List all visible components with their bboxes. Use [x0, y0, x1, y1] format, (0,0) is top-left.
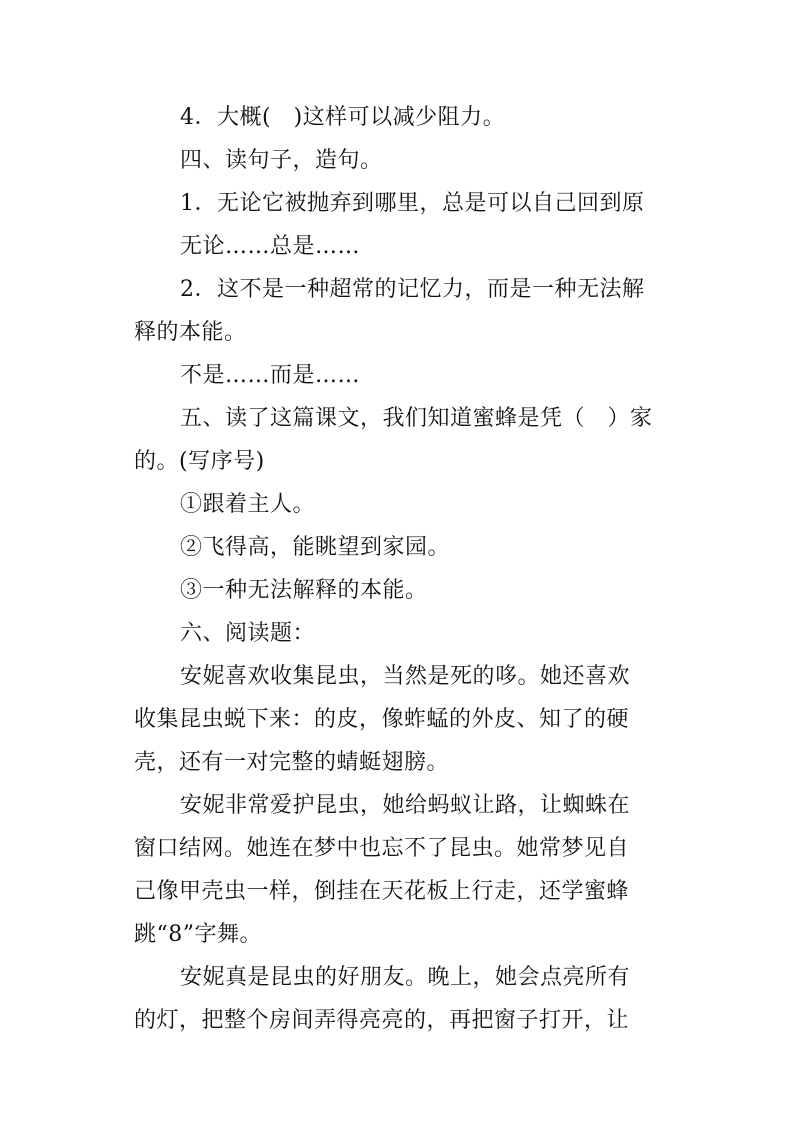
passage-p2-line3: 己像甲壳虫一样，倒挂在天花板上行走，还学蜜蜂 — [134, 879, 630, 904]
sentence-1-line: 1．无论它被抛弃到哪里，总是可以自己回到原 — [180, 191, 645, 216]
sentence-2-line: 2．这不是一种超常的记忆力，而是一种无法解 — [180, 277, 645, 302]
passage-p3-line1: 安妮真是昆虫的好朋友。晚上，她会点亮所有 — [180, 965, 631, 990]
passage-p3-line2: 的灯，把整个房间弄得亮亮的，再把窗子打开，让 — [134, 1008, 630, 1033]
section-5-continuation: 的。(写序号) — [134, 449, 265, 474]
passage-p2-line1: 安妮非常爱护昆虫，她给蚂蚁让路，让蜘蛛在 — [180, 793, 631, 818]
passage-p1-line3: 壳，还有一对完整的蜻蜓翅膀。 — [134, 750, 450, 775]
passage-p2-line4: 跳“8”字舞。 — [134, 922, 262, 947]
section-4-heading: 四、读句子，造句。 — [180, 148, 383, 173]
sentence-1-pattern: 无论……总是…… — [180, 234, 361, 259]
question-4-line: 4．大概( )这样可以减少阻力。 — [180, 105, 506, 130]
option-1: ①跟着主人。 — [180, 492, 316, 517]
option-2: ②飞得高，能眺望到家园。 — [180, 535, 451, 560]
passage-p1-line1: 安妮喜欢收集昆虫，当然是死的哆。她还喜欢 — [180, 664, 631, 689]
sentence-2-pattern: 不是……而是…… — [180, 363, 361, 388]
passage-p1-line2: 收集昆虫蜕下来：的皮，像蚱蜢的外皮、知了的硬 — [134, 707, 630, 732]
section-5-heading: 五、读了这篇课文，我们知道蜜蜂是凭（ ）家 — [180, 406, 653, 431]
sentence-2-continuation: 释的本能。 — [134, 320, 247, 345]
section-6-heading: 六、阅读题： — [180, 621, 316, 646]
passage-p2-line2: 窗口结网。她连在梦中也忘不了昆虫。她常梦见自 — [134, 836, 630, 861]
option-3: ③一种无法解释的本能。 — [180, 578, 428, 603]
